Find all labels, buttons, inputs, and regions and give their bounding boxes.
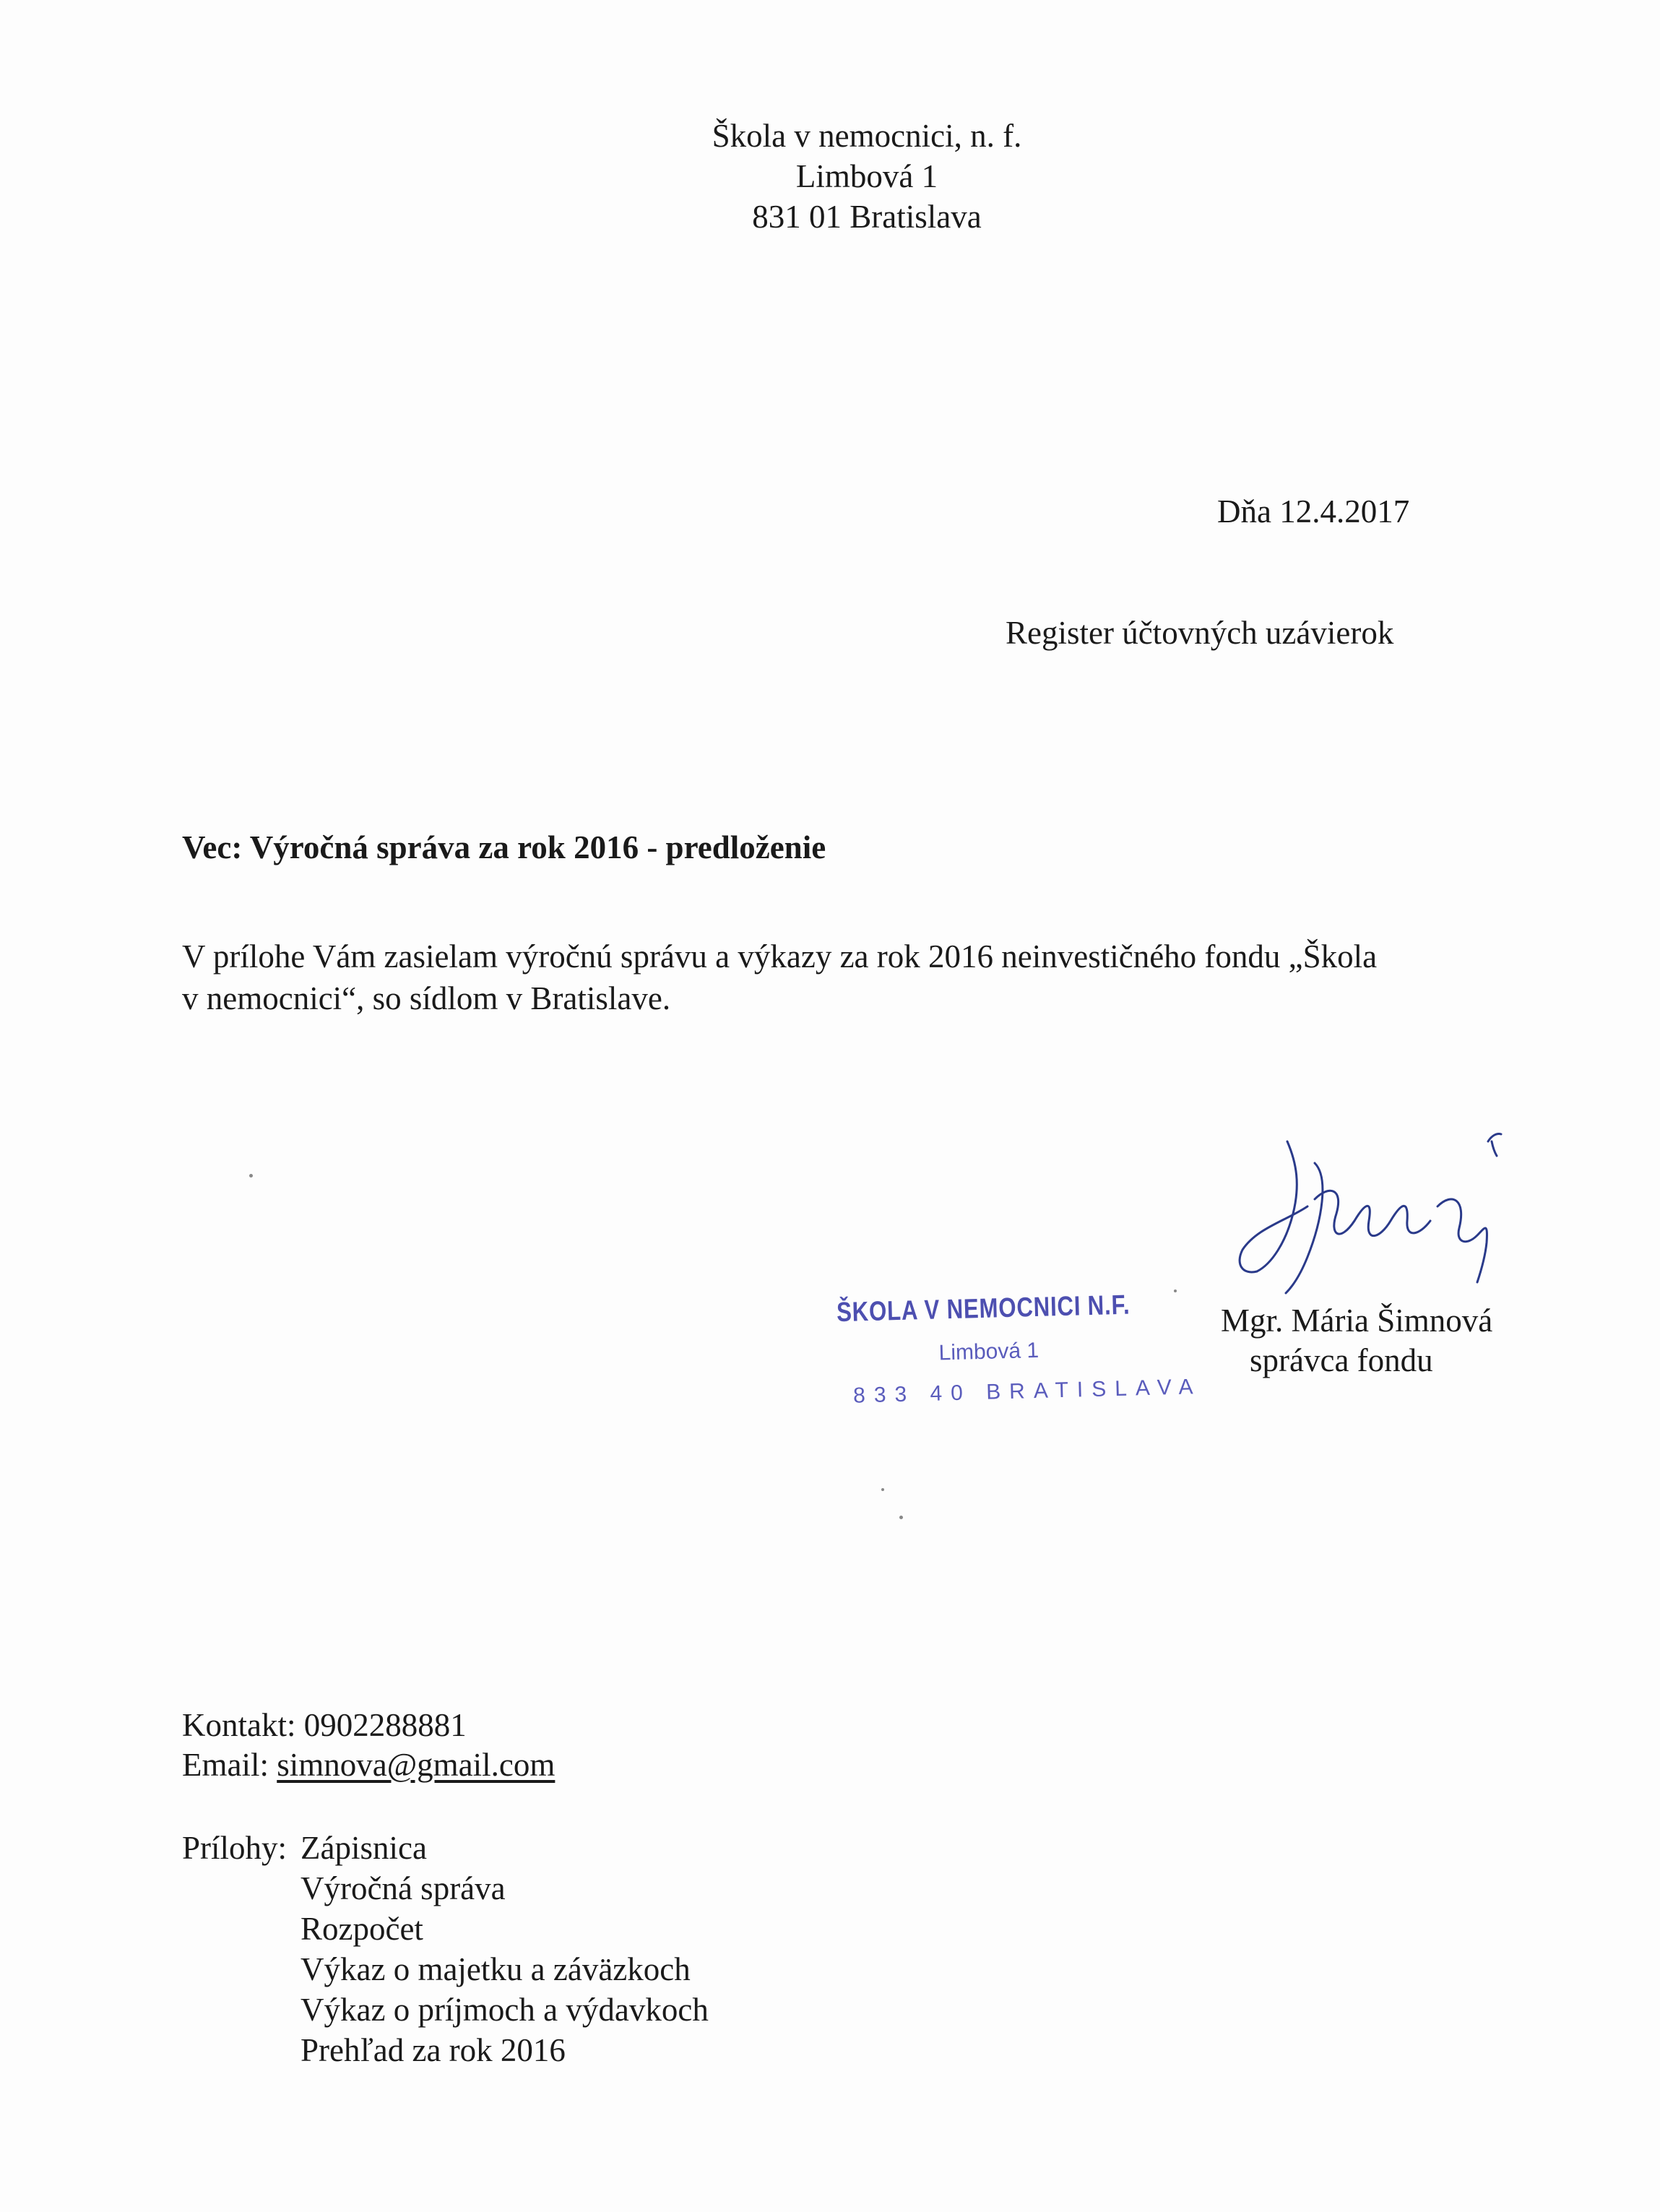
- scan-speck: [249, 1174, 253, 1178]
- attachments-label: Prílohy:: [182, 1830, 288, 1866]
- attachment-item: Výkaz o majetku a záväzkoch: [301, 1951, 691, 1987]
- letter-subject: Vec: Výročná správa za rok 2016 - predloženie: [182, 829, 826, 865]
- scan-speck: [899, 1516, 903, 1519]
- scan-speck: [881, 1488, 884, 1491]
- contact-phone: Kontakt: 0902288881: [182, 1707, 467, 1743]
- sender-address: [679, 116, 1055, 237]
- attachment-item: Výkaz o príjmoch a výdavkoch: [301, 1992, 709, 2028]
- letter-date: Dňa 12.4.2017: [1217, 493, 1410, 530]
- email-label: Email:: [182, 1747, 277, 1783]
- attachments-list: [301, 1828, 709, 2070]
- stamp-line-1: ŠKOLA V NEMOCNICI N.F.: [836, 1289, 1131, 1329]
- recipient: Register účtovných uzávierok: [1006, 615, 1394, 651]
- attachment-item: Výročná správa: [301, 1870, 506, 1906]
- sender-street: Limbová 1: [795, 158, 938, 194]
- stamp-line-2: Limbová 1: [938, 1338, 1039, 1365]
- sender-name: Škola v nemocnici, n. f.: [712, 118, 1022, 154]
- contact-email: [182, 1745, 555, 1785]
- body-line-2: v nemocnici“, so sídlom v Bratislave.: [182, 980, 671, 1016]
- letter-body: [182, 936, 1497, 1019]
- email-link[interactable]: simnova@gmail.com: [277, 1747, 556, 1783]
- signer-name: Mgr. Mária Šimnová: [1221, 1302, 1493, 1339]
- scan-speck: [1174, 1289, 1177, 1292]
- attachment-item: Rozpočet: [301, 1911, 423, 1947]
- stamp-line-3: 833 40 BRATISLAVA: [852, 1374, 1202, 1408]
- body-line-1: V prílohe Vám zasielam výročnú správu a výkazy za rok 2016 neinvestičného fondu „Škola: [182, 938, 1378, 975]
- signer-role: správca fondu: [1250, 1342, 1433, 1378]
- organization-stamp: [836, 1289, 1202, 1435]
- attachment-item: Prehľad za rok 2016: [301, 2032, 566, 2068]
- attachment-item: Zápisnica: [301, 1830, 427, 1866]
- sender-city: 831 01 Bratislava: [752, 199, 982, 235]
